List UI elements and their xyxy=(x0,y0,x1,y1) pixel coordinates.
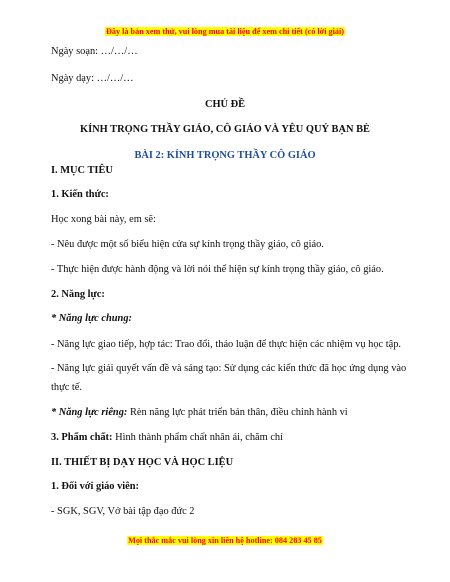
general-ability-item: - Năng lực giao tiếp, hợp tác: Trao đổi, thảo luận để thực hiện các nhiệm vụ học tập. xyxy=(51,339,402,350)
quality-label: 3. Phẩm chất: xyxy=(51,432,113,443)
preview-banner: Đây là bản xem thử, vui lòng mua tài liệu để xem chi tiết (có lời giải) xyxy=(105,27,345,36)
general-ability-item: - Năng lực giải quyết vấn đề và sáng tạo: Sử dụng các kiến thức đã học ứng dụng vào xyxy=(51,363,407,374)
section1-heading: I. MỤC TIÊU xyxy=(51,165,113,176)
lesson-title: BÀI 2: KÍNH TRỌNG THẦY CÔ GIÁO xyxy=(134,150,316,161)
specific-ability-text: Rèn năng lực phát triển bản thân, điều chỉnh hành vi xyxy=(127,407,348,418)
knowledge-item: - Thực hiện được hành động và lời nói thể hiện sự kính trọng thầy giáo, cô giáo. xyxy=(51,264,384,275)
general-ability-heading: * Năng lực chung: xyxy=(51,313,132,324)
topic-label: CHỦ ĐỀ xyxy=(204,99,246,110)
teacher-heading: 1. Đối với giáo viên: xyxy=(51,481,140,492)
specific-ability xyxy=(51,406,348,419)
topic-title: KÍNH TRỌNG THẦY GIÁO, CÔ GIÁO VÀ YÊU QUÝ BẠN BÈ xyxy=(80,124,370,135)
specific-ability-label: * Năng lực riêng: xyxy=(51,407,128,418)
date-prepared: Ngày soạn: …/…/… xyxy=(51,46,138,57)
section2-heading: II. THIẾT BỊ DẠY HỌC VÀ HỌC LIỆU xyxy=(51,457,234,468)
date-taught: Ngày dạy: …/…/… xyxy=(51,73,134,84)
teacher-item: - SGK, SGV, Vở bài tập đạo đức 2 xyxy=(51,506,195,517)
hotline-banner: Mọi thắc mắc vui lòng xin liên hệ hotline: 084 283 45 85 xyxy=(128,536,322,545)
knowledge-heading: 1. Kiến thức: xyxy=(51,189,109,200)
knowledge-item: - Nêu được một số biểu hiện cửa sự kính trọng thầy giáo, cô giáo. xyxy=(51,239,324,250)
ability-heading: 2. Năng lực: xyxy=(51,289,105,300)
quality xyxy=(51,431,283,444)
knowledge-intro: Học xong bài này, em sẽ: xyxy=(51,214,156,225)
quality-text: Hình thành phẩm chất nhân ái, chăm chỉ xyxy=(112,432,284,443)
general-ability-item: thực tế. xyxy=(51,382,83,393)
